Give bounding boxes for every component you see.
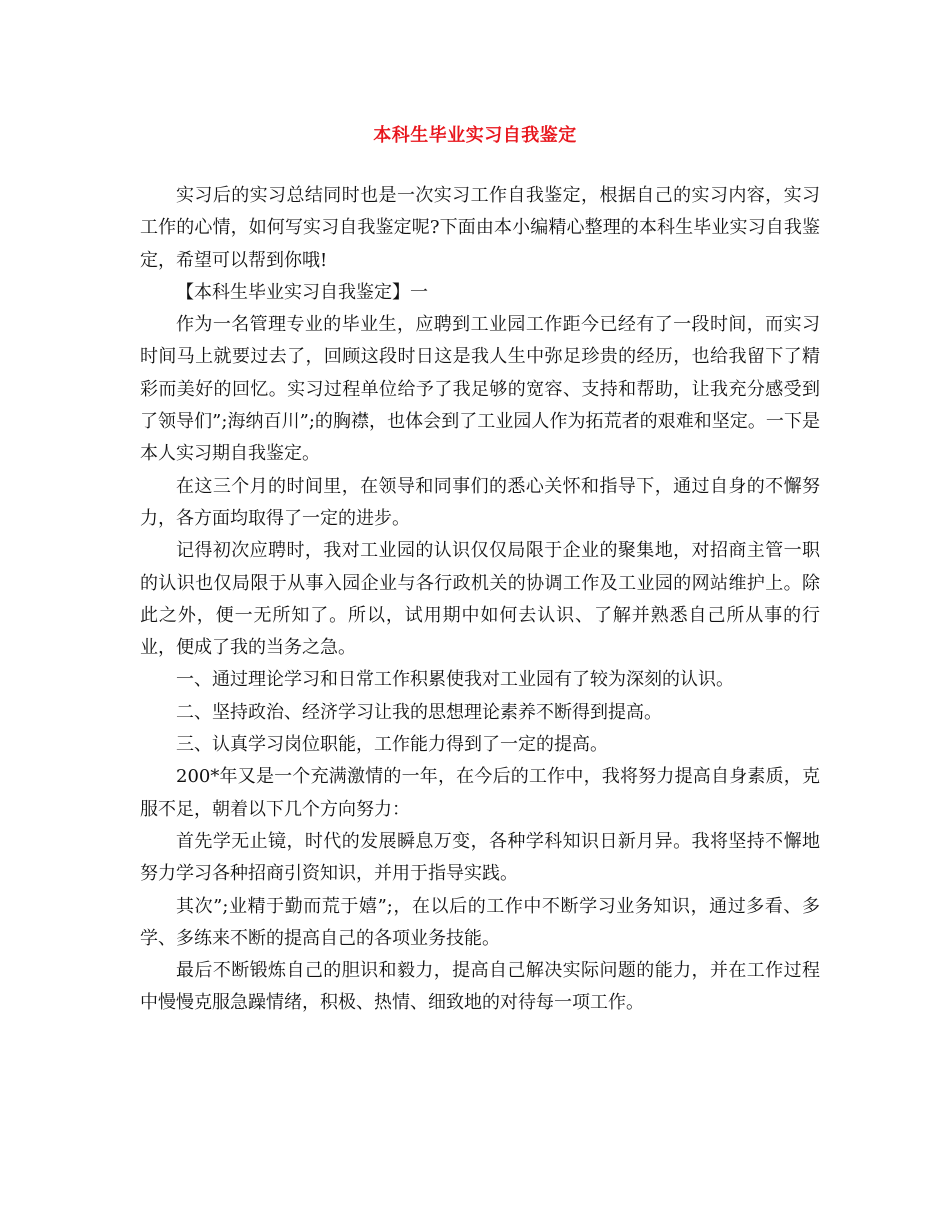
list-item: 一、通过理论学习和日常工作积累使我对工业园有了较为深刻的认识。 xyxy=(176,669,734,691)
paragraph: 最后不断锻炼自己的胆识和毅力，提高自己解决实际问题的能力，并在工作过程中慢慢克服急躁情绪，积极、热情、细致地的对待每一项工作。 xyxy=(140,960,820,1014)
document-title: 本科生毕业实习自我鉴定 xyxy=(373,125,577,146)
list-item: 三、认真学习岗位职能，工作能力得到了一定的提高。 xyxy=(176,734,608,756)
paragraph: 在这三个月的时间里，在领导和同事们的悉心关怀和指导下，通过自身的不懈努力，各方面均取得了一定的进步。 xyxy=(140,475,820,529)
paragraph-intro: 实习后的实习总结同时也是一次实习工作自我鉴定，根据自己的实习内容，实习工作的心情，如何写实习自我鉴定呢?下面由本小编精心整理的本科生毕业实习自我鉴定，希望可以帮到你哦! xyxy=(140,185,820,271)
paragraph: 作为一名管理专业的毕业生，应聘到工业园工作距今已经有了一段时间，而实习时间马上就要过去了，回顾这段时日这是我人生中弥足珍贵的经历，也给我留下了精彩而美好的回忆。实习过程单位给予了我足够的宽容、支持和帮助，让我充分感受到了领导们”;海纳百川”;的胸襟，也体会到了工业园人作为拓荒者的艰难和坚定。一下是本人实习期自我鉴定。 xyxy=(140,314,820,465)
section-heading: 【本科生毕业实习自我鉴定】一 xyxy=(176,281,428,303)
paragraph: 200*年又是一个充满激情的一年，在今后的工作中，我将努力提高自身素质，克服不足，朝着以下几个方向努力： xyxy=(140,766,820,820)
document-body xyxy=(140,180,820,1020)
paragraph: 首先学无止镜，时代的发展瞬息万变，各种学科知识日新月异。我将坚持不懈地努力学习各种招商引资知识，并用于指导实践。 xyxy=(140,830,820,885)
paragraph: 其次”;业精于勤而荒于嬉”;，在以后的工作中不断学习业务知识，通过多看、多学、多练来不断的提高自己的各项业务技能。 xyxy=(140,895,820,949)
paragraph: 记得初次应聘时，我对工业园的认识仅仅局限于企业的聚集地，对招商主管一职的认识也仅局限于从事入园企业与各行政机关的协调工作及工业园的网站维护上。除此之外，便一无所知了。所以，试用期中如何去认识、了解并熟悉自己所从事的行业，便成了我的当务之急。 xyxy=(140,540,820,659)
list-item: 二、坚持政治、经济学习让我的思想理论素养不断得到提高。 xyxy=(176,701,662,723)
